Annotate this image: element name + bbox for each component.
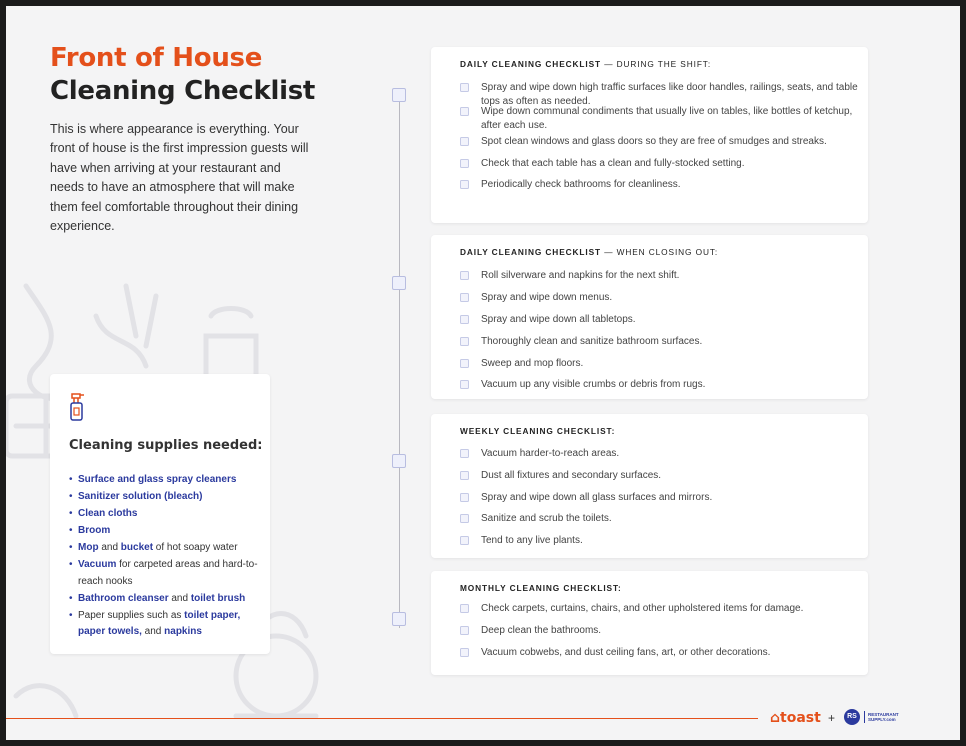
checklist-title: DAILY CLEANING CHECKLIST xyxy=(460,247,601,257)
checkbox[interactable] xyxy=(460,471,469,480)
bullet-dot: • xyxy=(69,609,73,621)
toast-logo-icon: ⌂ xyxy=(770,710,781,726)
checklist-subtitle: — WHEN CLOSING OUT: xyxy=(601,247,719,257)
supply-item-emphasis: Vacuum xyxy=(78,559,117,570)
checklist-title: WEEKLY CLEANING CHECKLIST: xyxy=(460,426,616,436)
supply-item-emphasis: toilet brush xyxy=(190,592,246,604)
checkbox[interactable] xyxy=(460,648,469,657)
checklist-item-label: Periodically check bathrooms for cleanliness. xyxy=(481,179,681,190)
supplies-list xyxy=(69,472,264,641)
supplies-heading: Cleaning supplies needed: xyxy=(69,438,263,453)
checklist-item-label: Vacuum up any visible crumbs or debris from rugs. xyxy=(481,379,706,390)
bullet-dot: • xyxy=(69,474,73,485)
checkbox[interactable] xyxy=(460,159,469,168)
bullet-dot: • xyxy=(69,491,73,502)
checklist-item xyxy=(460,378,860,392)
checklist-item-label: Wipe down communal condiments that usually live on tables, like bottles of ketchup, after each use. xyxy=(481,106,853,131)
checklist-items xyxy=(460,602,860,668)
checklist-item-label: Tend to any live plants. xyxy=(481,535,583,546)
supply-item-text: and xyxy=(98,542,121,553)
checklist-item-label: Spot clean windows and glass doors so they are free of smudges and streaks. xyxy=(481,136,827,147)
supply-item-emphasis: Mop xyxy=(78,542,99,553)
restaurant-supply-logo-icon: RS xyxy=(844,709,860,725)
checklist-title: MONTHLY CLEANING CHECKLIST: xyxy=(460,583,622,593)
page-title xyxy=(50,42,315,108)
checklist-heading xyxy=(460,59,711,69)
checklist-items xyxy=(460,81,860,199)
restaurant-supply-logo-text: RESTAURANT SUPPLY.com xyxy=(868,712,899,722)
checklist-item-label: Sanitize and scrub the toilets. xyxy=(481,513,612,524)
supply-item-emphasis: Bathroom cleanser xyxy=(78,592,169,604)
checklist-item-label: Check that each table has a clean and fully-stocked setting. xyxy=(481,158,745,169)
supply-item-text: and xyxy=(141,626,165,637)
checklist-item xyxy=(460,447,860,461)
checklist-item xyxy=(460,512,860,526)
checkbox[interactable] xyxy=(460,449,469,458)
bullet-dot: • xyxy=(69,508,73,519)
checklist-item xyxy=(460,469,860,483)
checklist-item xyxy=(460,178,860,192)
checkbox[interactable] xyxy=(460,380,469,389)
bullet-dot: • xyxy=(69,592,73,604)
checklist-item xyxy=(460,602,860,616)
timeline-node xyxy=(392,454,406,468)
checklist-card xyxy=(431,235,868,399)
checklist-item-label: Spray and wipe down menus. xyxy=(481,292,613,303)
checkbox[interactable] xyxy=(460,137,469,146)
supply-item xyxy=(69,472,264,489)
supply-item-emphasis: bucket xyxy=(120,542,154,553)
title-line-cleaning-checklist: Cleaning Checklist xyxy=(50,76,316,106)
supply-item xyxy=(69,608,264,641)
checklist-item xyxy=(460,335,860,349)
document-page xyxy=(6,6,960,740)
supply-item-text: for carpeted areas and hard-to-reach nooks xyxy=(78,559,258,587)
intro-paragraph: This is where appearance is everything. Your front of house is the first impression guests will have when arriving at your restaurant and needs to have an atmosphere that will make them feel comfortable throughout their dining experience. xyxy=(50,122,309,234)
checkbox[interactable] xyxy=(460,493,469,502)
checklist-item xyxy=(460,313,860,327)
supply-item-text: and xyxy=(168,592,191,604)
supply-item xyxy=(69,540,264,557)
checkbox[interactable] xyxy=(460,359,469,368)
toast-logo-text: toast xyxy=(780,710,821,726)
checklist-item xyxy=(460,491,860,505)
supply-item xyxy=(69,523,264,540)
checklist-item-label: Sweep and mop floors. xyxy=(481,357,584,369)
checklist-item xyxy=(460,269,860,283)
logo-divider xyxy=(864,711,865,723)
checklist-item xyxy=(460,105,860,133)
checkbox[interactable] xyxy=(460,107,469,116)
checklist-item xyxy=(460,291,860,305)
checklist-item xyxy=(460,534,860,548)
toast-logo xyxy=(770,710,821,726)
checklist-subtitle: — DURING THE SHIFT: xyxy=(601,59,712,69)
bullet-dot: • xyxy=(69,559,73,570)
supply-item-emphasis: napkins xyxy=(164,626,202,637)
checklist-title: DAILY CLEANING CHECKLIST xyxy=(460,59,601,69)
checklist-card xyxy=(431,571,868,675)
checkbox[interactable] xyxy=(460,604,469,613)
checklist-item-label: Deep clean the bathrooms. xyxy=(481,625,602,636)
supply-item-emphasis: Broom xyxy=(78,525,111,536)
supply-item xyxy=(69,557,264,590)
checklist-item-label: Dust all fixtures and secondary surfaces. xyxy=(481,470,662,481)
checkbox[interactable] xyxy=(460,337,469,346)
timeline-node xyxy=(392,612,406,626)
supply-item-emphasis: Sanitizer solution (bleach) xyxy=(78,491,203,502)
footer-rule xyxy=(6,718,758,719)
checkbox[interactable] xyxy=(460,293,469,302)
checklist-item-label: Thoroughly clean and sanitize bathroom surfaces. xyxy=(481,335,703,347)
checkbox[interactable] xyxy=(460,315,469,324)
checklist-item-label: Spray and wipe down high traffic surfaces like door handles, railings, seats, and table tops as often as needed. xyxy=(481,82,858,107)
timeline-line xyxy=(399,98,400,628)
checkbox[interactable] xyxy=(460,180,469,189)
supply-item-emphasis: toilet paper, paper towels, xyxy=(78,609,241,637)
bullet-dot: • xyxy=(69,525,73,536)
title-line-front-of-house: Front of House xyxy=(50,43,263,73)
checkbox[interactable] xyxy=(460,514,469,523)
checkbox[interactable] xyxy=(460,83,469,92)
checklist-heading xyxy=(460,247,718,257)
supply-item xyxy=(69,506,264,523)
checklist-card xyxy=(431,47,868,223)
logo-plus: + xyxy=(828,711,836,725)
spray-bottle-icon xyxy=(68,392,88,422)
checklist-heading xyxy=(460,583,622,593)
checklist-item-label: Roll silverware and napkins for the next shift. xyxy=(481,270,680,281)
supplies-card xyxy=(50,374,270,654)
checklist-item xyxy=(460,624,860,638)
supply-item xyxy=(69,489,264,506)
supply-item xyxy=(69,591,264,608)
supply-item-emphasis: Surface and glass spray cleaners xyxy=(78,474,237,485)
checkbox[interactable] xyxy=(460,626,469,635)
checklist-items xyxy=(460,269,860,400)
checklist-item-label: Spray and wipe down all tabletops. xyxy=(481,314,636,325)
checkbox[interactable] xyxy=(460,271,469,280)
checklist-item-label: Check carpets, curtains, chairs, and other upholstered items for damage. xyxy=(481,603,804,614)
checklist-items xyxy=(460,447,860,556)
timeline-node xyxy=(392,276,406,290)
checklist-item-label: Vacuum harder-to-reach areas. xyxy=(481,448,620,459)
checklist-item xyxy=(460,157,860,171)
checkbox[interactable] xyxy=(460,536,469,545)
bullet-dot: • xyxy=(69,542,73,553)
checklist-item-label: Spray and wipe down all glass surfaces and mirrors. xyxy=(481,491,713,503)
checklist-item xyxy=(460,357,860,371)
supply-item-text: of hot soapy water xyxy=(153,542,238,553)
checklist-item xyxy=(460,135,860,149)
checklist-card xyxy=(431,414,868,558)
checklist-item xyxy=(460,646,860,660)
checklist-heading xyxy=(460,426,615,436)
timeline-node xyxy=(392,88,406,102)
supply-item-emphasis: Clean cloths xyxy=(78,508,138,519)
checklist-item-label: Vacuum cobwebs, and dust ceiling fans, art, or other decorations. xyxy=(481,647,771,658)
supply-item-text: Paper supplies such as xyxy=(78,609,185,621)
